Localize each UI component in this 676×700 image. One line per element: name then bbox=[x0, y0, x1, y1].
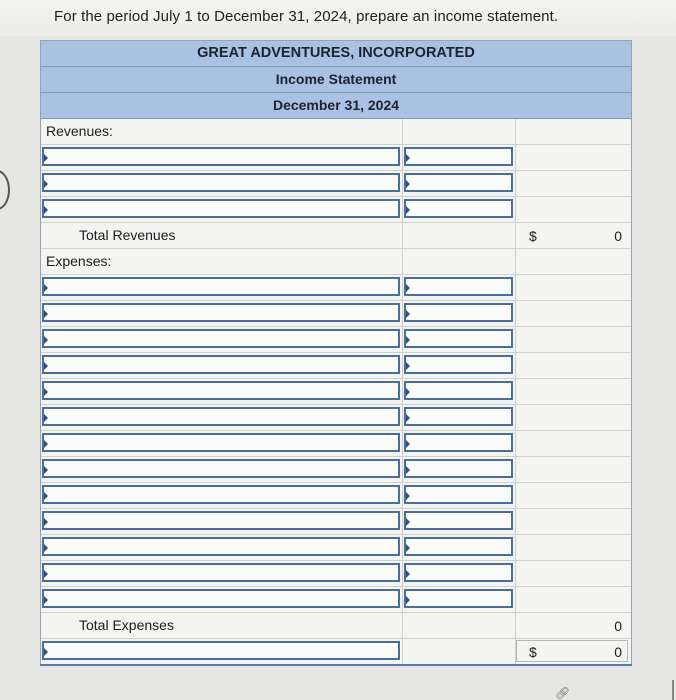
link-icon[interactable]: 🔗︎ bbox=[555, 686, 571, 700]
dropdown-caret-icon bbox=[406, 596, 410, 604]
dropdown-caret-icon bbox=[44, 518, 48, 526]
expense-amount-input[interactable] bbox=[404, 329, 513, 348]
expense-amount-input[interactable] bbox=[404, 511, 513, 530]
dropdown-caret-icon bbox=[44, 544, 48, 552]
expense-amount-input[interactable] bbox=[404, 355, 513, 374]
total-expenses-row bbox=[41, 613, 631, 639]
dropdown-caret-icon bbox=[406, 284, 410, 292]
currency-symbol: $ bbox=[529, 644, 537, 660]
expense-row bbox=[41, 301, 631, 327]
expense-amount-input[interactable] bbox=[404, 433, 513, 452]
dropdown-caret-icon bbox=[406, 154, 410, 162]
dropdown-caret-icon bbox=[406, 518, 410, 526]
expense-account-select[interactable] bbox=[42, 277, 400, 296]
total-expenses-label: Total Expenses bbox=[79, 617, 174, 633]
dropdown-caret-icon bbox=[44, 414, 48, 422]
revenue-amount-input[interactable] bbox=[404, 199, 513, 218]
question-prompt bbox=[0, 0, 676, 36]
expense-amount-input[interactable] bbox=[404, 407, 513, 426]
dropdown-caret-icon bbox=[406, 440, 410, 448]
expense-amount-input[interactable] bbox=[404, 381, 513, 400]
expense-amount-input[interactable] bbox=[404, 459, 513, 478]
expense-amount-input[interactable] bbox=[404, 589, 513, 608]
dropdown-caret-icon bbox=[44, 336, 48, 344]
revenue-account-select[interactable] bbox=[42, 173, 400, 192]
expenses-label: Expenses: bbox=[46, 253, 112, 269]
statement-title: Income Statement bbox=[41, 67, 631, 93]
expense-account-select[interactable] bbox=[42, 433, 400, 452]
expense-account-select[interactable] bbox=[42, 303, 400, 322]
revenue-amount-input[interactable] bbox=[404, 147, 513, 166]
dropdown-caret-icon bbox=[44, 388, 48, 396]
dropdown-caret-icon bbox=[406, 180, 410, 188]
expense-account-select[interactable] bbox=[42, 407, 400, 426]
expense-account-select[interactable] bbox=[42, 381, 400, 400]
total-revenues-value: 0 bbox=[614, 228, 622, 244]
expense-account-select[interactable] bbox=[42, 511, 400, 530]
dropdown-caret-icon bbox=[406, 466, 410, 474]
revenue-row bbox=[41, 145, 631, 171]
company-name: GREAT ADVENTURES, INCORPORATED bbox=[41, 41, 631, 67]
expense-amount-input[interactable] bbox=[404, 303, 513, 322]
expense-amount-input[interactable] bbox=[404, 537, 513, 556]
dropdown-caret-icon bbox=[44, 440, 48, 448]
dropdown-caret-icon bbox=[44, 206, 48, 214]
revenue-row bbox=[41, 171, 631, 197]
dropdown-caret-icon bbox=[44, 154, 48, 162]
dropdown-caret-icon bbox=[406, 414, 410, 422]
total-expenses-value: 0 bbox=[614, 618, 622, 634]
expense-row bbox=[41, 587, 631, 613]
expense-row bbox=[41, 275, 631, 301]
dropdown-caret-icon bbox=[44, 180, 48, 188]
prompt-text: For the period July 1 to December 31, 2024, prepare an income statement. bbox=[54, 8, 559, 25]
dropdown-caret-icon bbox=[44, 466, 48, 474]
expense-account-select[interactable] bbox=[42, 329, 400, 348]
revenue-row bbox=[41, 197, 631, 223]
dropdown-caret-icon bbox=[406, 336, 410, 344]
expense-row bbox=[41, 483, 631, 509]
expense-row bbox=[41, 379, 631, 405]
expense-row bbox=[41, 327, 631, 353]
income-statement-table bbox=[40, 40, 632, 665]
dropdown-caret-icon bbox=[44, 362, 48, 370]
expense-row bbox=[41, 431, 631, 457]
expense-amount-input[interactable] bbox=[404, 563, 513, 582]
dropdown-caret-icon bbox=[406, 206, 410, 214]
total-revenues-row bbox=[41, 223, 631, 249]
dropdown-caret-icon bbox=[44, 596, 48, 604]
revenue-account-select[interactable] bbox=[42, 199, 400, 218]
expense-row bbox=[41, 535, 631, 561]
dropdown-caret-icon bbox=[406, 492, 410, 500]
expense-row bbox=[41, 457, 631, 483]
dropdown-caret-icon bbox=[44, 284, 48, 292]
expense-account-select[interactable] bbox=[42, 589, 400, 608]
dropdown-caret-icon bbox=[406, 388, 410, 396]
dropdown-caret-icon bbox=[44, 570, 48, 578]
dropdown-caret-icon bbox=[406, 570, 410, 578]
expense-row bbox=[41, 405, 631, 431]
statement-date: December 31, 2024 bbox=[41, 93, 631, 119]
expense-row bbox=[41, 353, 631, 379]
expense-account-select[interactable] bbox=[42, 459, 400, 478]
revenues-header-row bbox=[41, 119, 631, 145]
page-edge-divider bbox=[672, 680, 674, 700]
expense-amount-input[interactable] bbox=[404, 485, 513, 504]
total-revenues-label: Total Revenues bbox=[79, 227, 176, 243]
expense-account-select[interactable] bbox=[42, 355, 400, 374]
expense-account-select[interactable] bbox=[42, 563, 400, 582]
net-income-row bbox=[41, 639, 631, 664]
dropdown-caret-icon bbox=[44, 648, 48, 656]
revenue-amount-input[interactable] bbox=[404, 173, 513, 192]
revenues-label: Revenues: bbox=[46, 123, 113, 139]
dropdown-caret-icon bbox=[44, 492, 48, 500]
expenses-header-row bbox=[41, 249, 631, 275]
dropdown-caret-icon bbox=[406, 544, 410, 552]
dropdown-caret-icon bbox=[406, 310, 410, 318]
expense-row bbox=[41, 509, 631, 535]
currency-symbol: $ bbox=[529, 228, 537, 244]
scroll-handle-arc bbox=[0, 170, 10, 210]
revenue-account-select[interactable] bbox=[42, 147, 400, 166]
expense-amount-input[interactable] bbox=[404, 277, 513, 296]
expense-account-select[interactable] bbox=[42, 485, 400, 504]
net-income-label-select[interactable] bbox=[42, 641, 400, 660]
net-income-value: 0 bbox=[614, 644, 622, 660]
expense-account-select[interactable] bbox=[42, 537, 400, 556]
expense-row bbox=[41, 561, 631, 587]
dropdown-caret-icon bbox=[44, 310, 48, 318]
dropdown-caret-icon bbox=[406, 362, 410, 370]
statement-bottom-border bbox=[40, 664, 632, 666]
